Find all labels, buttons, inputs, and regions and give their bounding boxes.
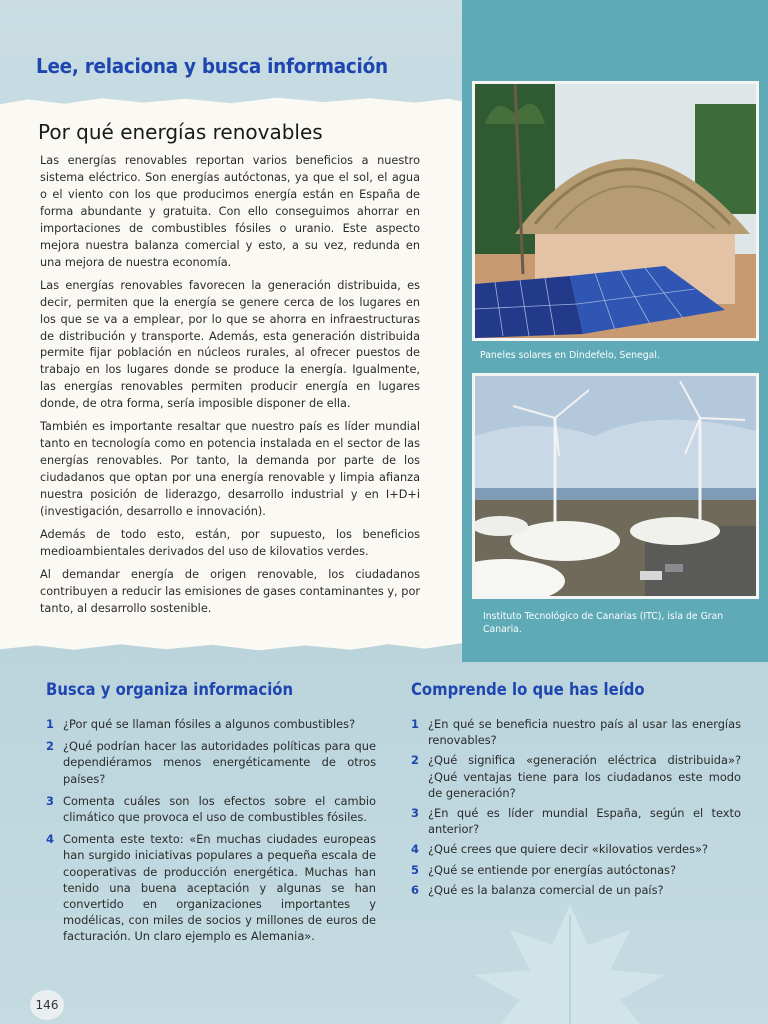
question-text: ¿En qué se beneficia nuestro país al usar las energías renovables?: [428, 717, 741, 748]
photo-wind-turbines: [472, 373, 759, 599]
search-section-title: Busca y organiza información: [46, 680, 294, 699]
question-text: Comenta este texto: «En muchas ciudades europeas han surgido iniciativas populares a pequeña escala de cooperativas de producción energética. Muchas han tenido una buena aceptación y algunas se han convertido en organizaciones importantes y modélicas, con miles de socios y millones de euros de facturación. Un claro ejemplo es Alemania».: [63, 832, 376, 944]
question-number: 5: [411, 862, 419, 877]
question-number: 4: [411, 842, 419, 857]
list-item: [411, 841, 741, 857]
article-title: Por qué energías renovables: [38, 120, 323, 144]
question-text: ¿Qué se entiende por energías autóctonas?: [428, 862, 677, 877]
list-item: [46, 793, 376, 825]
list-item: [46, 716, 376, 732]
question-text: ¿Qué significa «generación eléctrica distribuida»? ¿Qué ventajas tiene para los ciudadanos este modo de generación?: [428, 753, 741, 800]
article-paragraph: Las energías renovables favorecen la generación distribuida, es decir, permiten que la energía se genere cerca de los lugares en los que se va a emplear, por lo que se ahorra en infraestructuras de distribución y transporte. Además, esta generación distribuida permite fijar población en núcleos rurales, al ofrecer puestos de trabajo en los lugares donde se produce la energía. Igualmente, las energías renovables permiten producir energía en lugares donde, de otra forma, sería imposible disponer de ella.: [40, 278, 420, 411]
photo-solar-panels: [472, 81, 759, 341]
list-item: [411, 862, 741, 878]
page-number: 146: [30, 990, 64, 1020]
list-item: [411, 882, 741, 898]
article-paragraph: También es importante resaltar que nuestro país es líder mundial tanto en tecnología como en potencia instalada en el sector de las energías renovables. Por tanto, la demanda por parte de los ciudadanos que optan por una energía renovable y limpia afianza nuestra posición de liderazgo, desarrollo industrial y en I+D+i (investigación, desarrollo e innovación).: [40, 420, 420, 519]
photo-caption: Paneles solares en Dindefelo, Senegal.: [480, 350, 660, 361]
question-number: 2: [411, 753, 419, 768]
question-number: 4: [46, 832, 54, 847]
question-number: 3: [46, 793, 54, 808]
question-number: 1: [46, 717, 54, 731]
question-number: 1: [411, 717, 419, 731]
question-number: 2: [46, 739, 54, 754]
search-question-list: [46, 716, 376, 951]
question-text: ¿Qué crees que quiere decir «kilovatios verdes»?: [428, 842, 709, 857]
list-item: [411, 805, 741, 837]
comprehension-section-title: Comprende lo que has leído: [411, 680, 645, 699]
page-heading: Lee, relaciona y busca información: [36, 54, 388, 78]
question-text: ¿Qué podrían hacer las autoridades políticas para que dependiéramos menos energéticamente de otros países?: [63, 739, 376, 786]
list-item: [411, 716, 741, 748]
question-text: ¿Por qué se llaman fósiles a algunos combustibles?: [63, 717, 356, 731]
article-paragraph: Las energías renovables reportan varios beneficios a nuestro sistema eléctrico. Son energías autóctonas, ya que el sol, el agua o el viento con los que producimos energía están en España de forma abundante y gratuita. Con ello conseguimos ahorrar en importaciones de combustibles fósiles o uranio. Este aspecto mejora nuestra balanza comercial y esto, a su vez, redunda en una mejora de nuestra economía.: [40, 154, 420, 269]
article-paragraph: Además de todo esto, están, por supuesto, los beneficios medioambientales derivados del uso de kilovatios verdes.: [40, 528, 420, 558]
article-body: [40, 153, 420, 624]
list-item: [46, 831, 376, 944]
question-number: 3: [411, 806, 419, 821]
comprehension-question-list: [411, 716, 741, 902]
question-number: 6: [411, 882, 419, 897]
photo-caption: Instituto Tecnológico de Canarias (ITC), isla de Gran Canaria.: [483, 611, 724, 635]
leaf-decoration-icon: [470, 905, 670, 1024]
question-text: ¿En qué es líder mundial España, según el texto anterior?: [428, 806, 741, 837]
article-paragraph: Al demandar energía de origen renovable, los ciudadanos contribuyen a reducir las emisiones de gases contaminantes y, por tanto, al desarrollo sostenible.: [40, 567, 420, 615]
list-item: [411, 752, 741, 801]
question-text: Comenta cuáles son los efectos sobre el cambio climático que provoca el uso de combustibles fósiles.: [63, 793, 376, 825]
question-text: ¿Qué es la balanza comercial de un país?: [428, 882, 664, 897]
list-item: [46, 738, 376, 787]
